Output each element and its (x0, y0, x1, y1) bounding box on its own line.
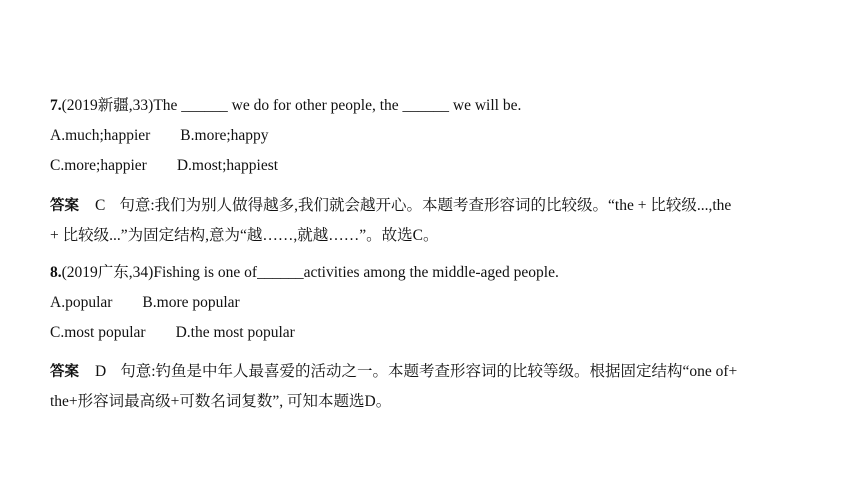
option-b: B.more;happy (180, 127, 269, 144)
answer-label: 答案 (50, 364, 79, 380)
option-a: A.popular (50, 294, 113, 311)
question-8-stem (50, 263, 820, 283)
option-b: B.more popular (142, 294, 240, 311)
answer-explanation-cont: + 比较级...”为固定结构,意为“越……,就越……”。故选C。 (50, 227, 439, 244)
answer-letter: C (95, 197, 106, 214)
question-number: 8. (50, 264, 62, 281)
question-8-options-row-2 (50, 323, 820, 343)
question-8-answer (50, 362, 820, 382)
question-text: (2019广东,34)Fishing is one of______activities among the middle-aged people. (61, 264, 559, 281)
answer-explanation: 句意:我们为别人做得越多,我们就会越开心。本题考查形容词的比较级。“the + 比较级...,the (119, 197, 732, 214)
option-d: D.most;happiest (176, 157, 279, 174)
option-c: C.more;happier (50, 157, 147, 174)
question-7-options-row-1 (50, 126, 820, 146)
answer-explanation: 句意:钓鱼是中年人最喜爱的活动之一。本题考查形容词的比较等级。根据固定结构“one of+ (120, 363, 738, 380)
answer-explanation-cont: the+形容词最高级+可数名词复数”, 可知本题选D。 (50, 393, 392, 410)
question-7-answer (50, 196, 820, 216)
question-8-options-row-1 (50, 293, 820, 313)
question-7-answer-cont (50, 226, 820, 246)
option-a: A.much;happier (50, 127, 151, 144)
question-7-stem (50, 96, 820, 116)
question-text: (2019新疆,33)The ______ we do for other people, the ______ we will be. (61, 97, 522, 114)
answer-letter: D (95, 363, 107, 380)
question-number: 7. (50, 97, 62, 114)
option-d: D.the most popular (175, 324, 295, 341)
option-c: C.most popular (50, 324, 146, 341)
question-8-answer-cont (50, 392, 820, 412)
question-7-options-row-2 (50, 156, 820, 176)
answer-label: 答案 (50, 198, 79, 214)
